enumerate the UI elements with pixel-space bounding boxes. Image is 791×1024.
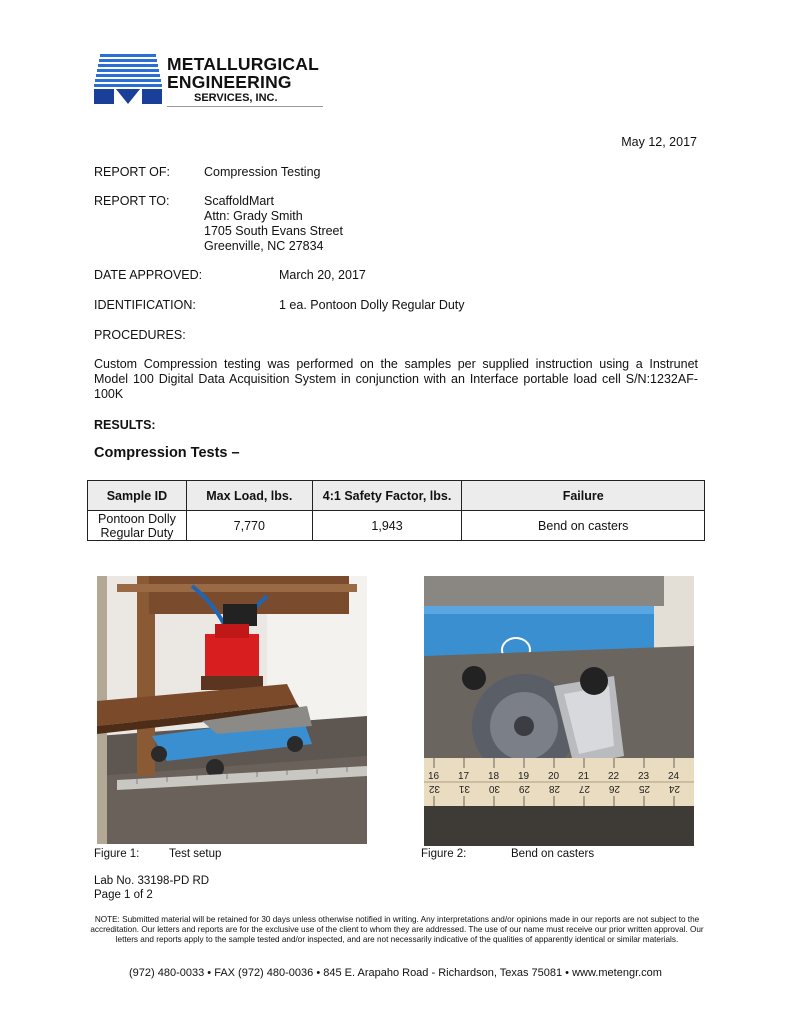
report-to-line: Greenville, NC 27834 bbox=[204, 239, 324, 253]
ruler-mark: 17 bbox=[458, 771, 470, 782]
header-safety-factor: 4:1 Safety Factor, lbs. bbox=[312, 481, 462, 511]
test-setup-illustration bbox=[97, 576, 367, 844]
cell-max-load: 7,770 bbox=[186, 511, 312, 541]
figure-2-label: Figure 2: bbox=[421, 848, 467, 860]
cell-sample-id: Pontoon Dolly Regular Duty bbox=[88, 511, 187, 541]
page-number: Page 1 of 2 bbox=[94, 889, 153, 901]
ruler-mark: 23 bbox=[638, 771, 650, 782]
ruler-mark: 27 bbox=[578, 783, 590, 794]
ruler-mark: 30 bbox=[488, 783, 500, 794]
report-to-label: REPORT TO: bbox=[94, 194, 170, 208]
report-to-line: 1705 South Evans Street bbox=[204, 224, 343, 238]
date-approved-label: DATE APPROVED: bbox=[94, 268, 203, 282]
logo-underline bbox=[167, 106, 323, 107]
footer-contact: (972) 480-0033 • FAX (972) 480-0036 • 845 E. Arapaho Road - Richardson, Texas 75081 • www.metengr.com bbox=[129, 967, 662, 979]
ruler-mark: 24 bbox=[668, 783, 680, 794]
table-row bbox=[88, 511, 705, 541]
ruler-mark: 18 bbox=[488, 771, 500, 782]
ruler-mark: 26 bbox=[608, 783, 620, 794]
ruler-mark: 24 bbox=[668, 771, 680, 782]
procedures-line: Model 100 Digital Data Acquisition System in conjunction with an Interface portable load cell S/N:1232AF- bbox=[94, 372, 698, 386]
report-of-value: Compression Testing bbox=[204, 165, 321, 179]
logo-line3: SERVICES, INC. bbox=[194, 92, 278, 104]
ruler-mark: 32 bbox=[428, 783, 440, 794]
date-approved-value: March 20, 2017 bbox=[279, 268, 366, 282]
company-logo bbox=[94, 54, 326, 110]
results-label: RESULTS: bbox=[94, 418, 156, 432]
report-of-label: REPORT OF: bbox=[94, 165, 170, 179]
header-max-load: Max Load, lbs. bbox=[186, 481, 312, 511]
ruler-mark: 28 bbox=[548, 783, 560, 794]
procedures-label: PROCEDURES: bbox=[94, 328, 186, 342]
logo-mark bbox=[94, 54, 164, 106]
report-to-line: ScaffoldMart bbox=[204, 194, 274, 208]
procedures-line: 100K bbox=[94, 387, 124, 401]
results-table bbox=[87, 480, 705, 541]
ruler-mark: 19 bbox=[518, 771, 530, 782]
header-failure: Failure bbox=[462, 481, 705, 511]
ruler-mark: 21 bbox=[578, 771, 590, 782]
table-header-row bbox=[88, 481, 705, 511]
caster-closeup-illustration bbox=[424, 576, 694, 846]
section-title: Compression Tests – bbox=[94, 445, 240, 461]
ruler-mark: 22 bbox=[608, 771, 620, 782]
logo-line1: METALLURGICAL bbox=[167, 54, 319, 74]
identification-value: 1 ea. Pontoon Dolly Regular Duty bbox=[279, 298, 465, 312]
cell-failure: Bend on casters bbox=[462, 511, 705, 541]
lab-number: Lab No. 33198-PD RD bbox=[94, 875, 210, 887]
figure-1-label: Figure 1: bbox=[94, 848, 140, 860]
ruler-mark: 25 bbox=[638, 783, 650, 794]
report-to-line: Attn: Grady Smith bbox=[204, 209, 303, 223]
disclaimer-note: NOTE: Submitted material will be retained for 30 days unless otherwise notified in writing. Any interpretations and/or opinions made in our reports are not subject to the accreditation. Our letters and reports are for the exclusive use of the client to whom they are addressed. The use of our name must receive our prior written approval. Our letters and reports apply to the sample tested and/or inspected, and are not necessarily indicative of the qualities of apparently identical or similar materials. bbox=[90, 915, 704, 945]
ruler-mark: 20 bbox=[548, 771, 560, 782]
procedures-line: Custom Compression testing was performed on the samples per supplied instruction using a Instrunet bbox=[94, 357, 698, 371]
ruler-mark: 29 bbox=[518, 783, 530, 794]
report-date: May 12, 2017 bbox=[621, 135, 697, 149]
cell-safety-factor: 1,943 bbox=[312, 511, 462, 541]
figure-1-caption: Test setup bbox=[169, 848, 222, 860]
header-sample-id: Sample ID bbox=[88, 481, 187, 511]
figure-1-photo bbox=[97, 576, 367, 844]
identification-label: IDENTIFICATION: bbox=[94, 298, 196, 312]
figure-2-caption: Bend on casters bbox=[511, 848, 595, 860]
ruler-mark: 31 bbox=[458, 783, 470, 794]
logo-line2: ENGINEERING bbox=[167, 72, 292, 92]
ruler-mark: 16 bbox=[428, 771, 440, 782]
figure-2-photo bbox=[424, 576, 694, 846]
